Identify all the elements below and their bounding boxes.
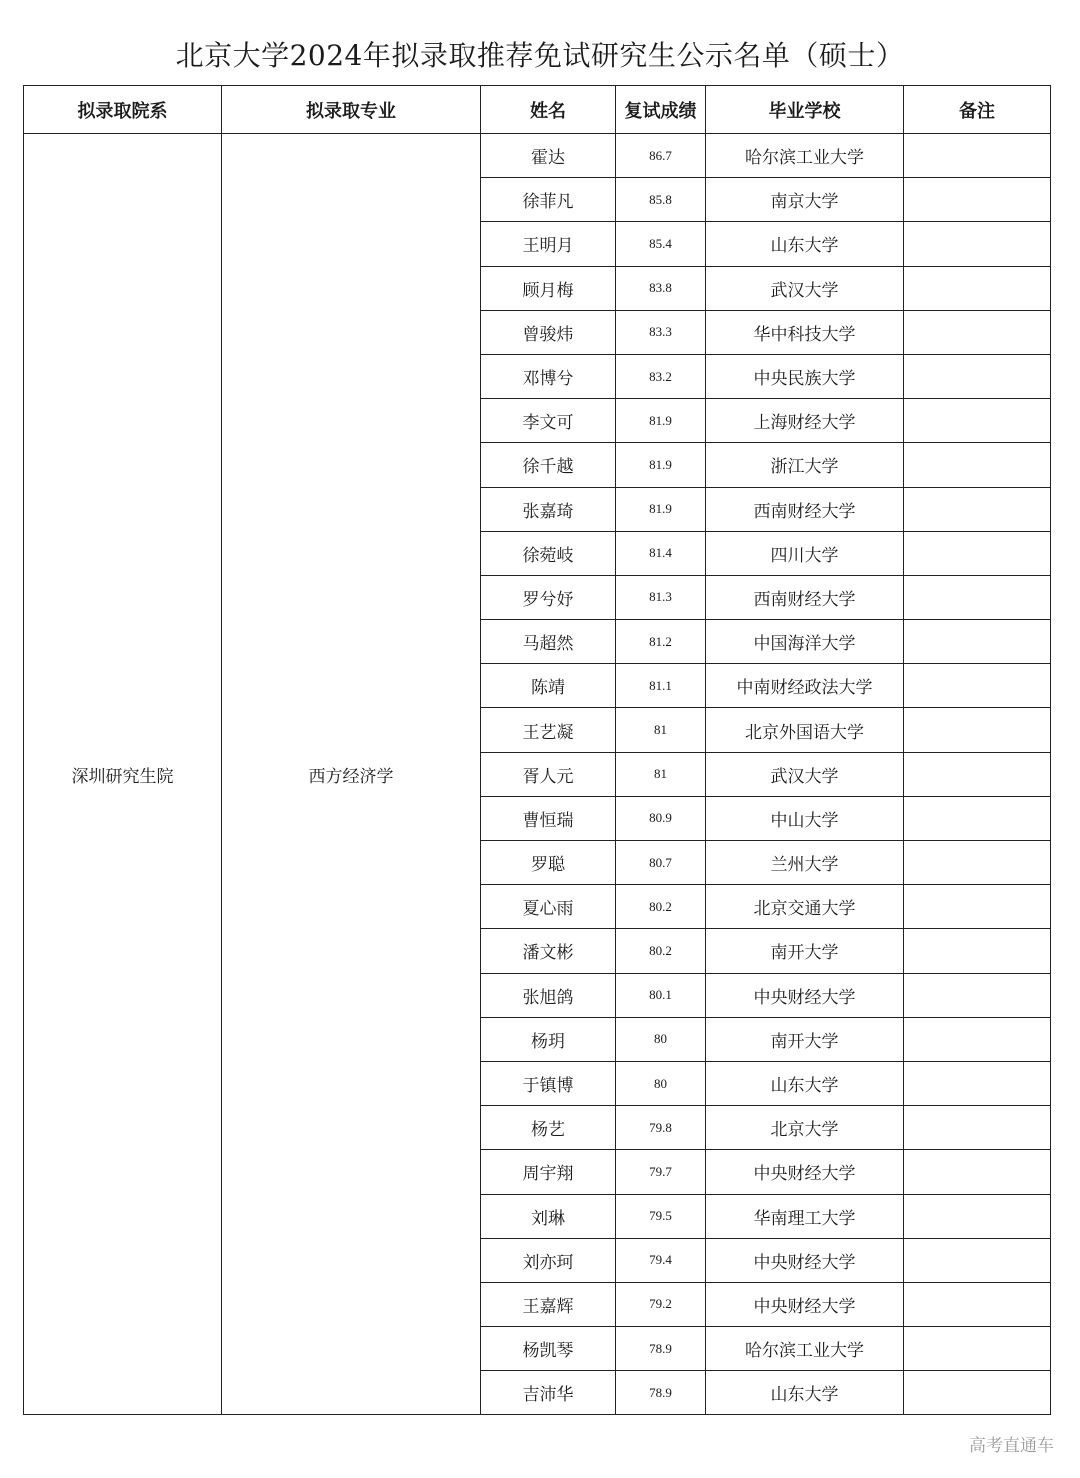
- name-cell: 刘琳: [481, 1194, 616, 1238]
- school-cell: 浙江大学: [706, 443, 904, 487]
- school-cell: 北京交通大学: [706, 885, 904, 929]
- school-cell: 武汉大学: [706, 266, 904, 310]
- note-cell: [904, 664, 1051, 708]
- school-cell: 南京大学: [706, 178, 904, 222]
- table-body: [24, 134, 1051, 1415]
- score-cell: 83.2: [616, 354, 706, 398]
- score-cell: 81.3: [616, 575, 706, 619]
- school-cell: 中央财经大学: [706, 973, 904, 1017]
- note-cell: [904, 134, 1051, 178]
- score-cell: 80.2: [616, 929, 706, 973]
- name-cell: 徐菲凡: [481, 178, 616, 222]
- note-cell: [904, 1061, 1051, 1105]
- name-cell: 杨玥: [481, 1017, 616, 1061]
- score-cell: 81.4: [616, 531, 706, 575]
- name-cell: 邓博兮: [481, 354, 616, 398]
- note-cell: [904, 222, 1051, 266]
- name-cell: 马超然: [481, 620, 616, 664]
- note-cell: [904, 399, 1051, 443]
- table-row: [24, 134, 1051, 178]
- school-cell: 南开大学: [706, 1017, 904, 1061]
- score-cell: 81.9: [616, 399, 706, 443]
- school-cell: 中央民族大学: [706, 354, 904, 398]
- header-department: 拟录取院系: [24, 86, 222, 134]
- header-score: 复试成绩: [616, 86, 706, 134]
- school-cell: 西南财经大学: [706, 487, 904, 531]
- name-cell: 吉沛华: [481, 1371, 616, 1415]
- school-cell: 北京大学: [706, 1106, 904, 1150]
- name-cell: 徐千越: [481, 443, 616, 487]
- score-cell: 80.1: [616, 973, 706, 1017]
- school-cell: 中央财经大学: [706, 1150, 904, 1194]
- score-cell: 80.2: [616, 885, 706, 929]
- school-cell: 哈尔滨工业大学: [706, 134, 904, 178]
- score-cell: 85.8: [616, 178, 706, 222]
- name-cell: 张旭鸽: [481, 973, 616, 1017]
- school-cell: 上海财经大学: [706, 399, 904, 443]
- score-cell: 78.9: [616, 1371, 706, 1415]
- school-cell: 西南财经大学: [706, 575, 904, 619]
- note-cell: [904, 1238, 1051, 1282]
- score-cell: 81.9: [616, 443, 706, 487]
- school-cell: 武汉大学: [706, 752, 904, 796]
- note-cell: [904, 885, 1051, 929]
- page-title: 北京大学2024年拟录取推荐免试研究生公示名单（硕士）: [175, 39, 905, 72]
- note-cell: [904, 310, 1051, 354]
- score-cell: 79.8: [616, 1106, 706, 1150]
- note-cell: [904, 929, 1051, 973]
- score-cell: 79.5: [616, 1194, 706, 1238]
- note-cell: [904, 443, 1051, 487]
- major-cell: 西方经济学: [222, 134, 481, 1415]
- school-cell: 兰州大学: [706, 841, 904, 885]
- school-cell: 南开大学: [706, 929, 904, 973]
- score-cell: 81: [616, 752, 706, 796]
- score-cell: 79.7: [616, 1150, 706, 1194]
- watermark: 高考直通车: [969, 1436, 1054, 1456]
- school-cell: 中南财经政法大学: [706, 664, 904, 708]
- school-cell: 山东大学: [706, 222, 904, 266]
- school-cell: 中国海洋大学: [706, 620, 904, 664]
- school-cell: 中央财经大学: [706, 1238, 904, 1282]
- name-cell: 王嘉辉: [481, 1282, 616, 1326]
- name-cell: 罗兮妤: [481, 575, 616, 619]
- note-cell: [904, 752, 1051, 796]
- name-cell: 胥人元: [481, 752, 616, 796]
- score-cell: 81: [616, 708, 706, 752]
- name-cell: 罗聪: [481, 841, 616, 885]
- note-cell: [904, 575, 1051, 619]
- name-cell: 曹恒瑞: [481, 796, 616, 840]
- name-cell: 陈靖: [481, 664, 616, 708]
- score-cell: 81.2: [616, 620, 706, 664]
- note-cell: [904, 620, 1051, 664]
- note-cell: [904, 531, 1051, 575]
- name-cell: 霍达: [481, 134, 616, 178]
- name-cell: 潘文彬: [481, 929, 616, 973]
- school-cell: 华中科技大学: [706, 310, 904, 354]
- name-cell: 顾月梅: [481, 266, 616, 310]
- school-cell: 山东大学: [706, 1061, 904, 1105]
- name-cell: 曾骏炜: [481, 310, 616, 354]
- school-cell: 北京外国语大学: [706, 708, 904, 752]
- name-cell: 张嘉琦: [481, 487, 616, 531]
- school-cell: 华南理工大学: [706, 1194, 904, 1238]
- note-cell: [904, 1150, 1051, 1194]
- score-cell: 80.7: [616, 841, 706, 885]
- header-name: 姓名: [481, 86, 616, 134]
- name-cell: 徐菀岐: [481, 531, 616, 575]
- score-cell: 81.1: [616, 664, 706, 708]
- school-cell: 中央财经大学: [706, 1282, 904, 1326]
- header-note: 备注: [904, 86, 1051, 134]
- note-cell: [904, 1194, 1051, 1238]
- note-cell: [904, 266, 1051, 310]
- score-cell: 79.4: [616, 1238, 706, 1282]
- note-cell: [904, 1282, 1051, 1326]
- score-cell: 80.9: [616, 796, 706, 840]
- score-cell: 80: [616, 1017, 706, 1061]
- score-cell: 83.3: [616, 310, 706, 354]
- name-cell: 杨艺: [481, 1106, 616, 1150]
- score-cell: 79.2: [616, 1282, 706, 1326]
- name-cell: 李文可: [481, 399, 616, 443]
- note-cell: [904, 1106, 1051, 1150]
- note-cell: [904, 1371, 1051, 1415]
- score-cell: 81.9: [616, 487, 706, 531]
- school-cell: 山东大学: [706, 1371, 904, 1415]
- name-cell: 王艺凝: [481, 708, 616, 752]
- note-cell: [904, 1017, 1051, 1061]
- score-cell: 85.4: [616, 222, 706, 266]
- note-cell: [904, 487, 1051, 531]
- score-cell: 86.7: [616, 134, 706, 178]
- note-cell: [904, 973, 1051, 1017]
- score-cell: 78.9: [616, 1327, 706, 1371]
- score-cell: 80: [616, 1061, 706, 1105]
- note-cell: [904, 178, 1051, 222]
- header-major: 拟录取专业: [222, 86, 481, 134]
- school-cell: 四川大学: [706, 531, 904, 575]
- header-school: 毕业学校: [706, 86, 904, 134]
- name-cell: 于镇博: [481, 1061, 616, 1105]
- school-cell: 哈尔滨工业大学: [706, 1327, 904, 1371]
- score-cell: 83.8: [616, 266, 706, 310]
- name-cell: 刘亦珂: [481, 1238, 616, 1282]
- name-cell: 夏心雨: [481, 885, 616, 929]
- school-cell: 中山大学: [706, 796, 904, 840]
- name-cell: 王明月: [481, 222, 616, 266]
- name-cell: 杨凯琴: [481, 1327, 616, 1371]
- note-cell: [904, 354, 1051, 398]
- note-cell: [904, 796, 1051, 840]
- admission-table: [23, 85, 1051, 1415]
- note-cell: [904, 1327, 1051, 1371]
- table-header-row: [24, 86, 1051, 134]
- note-cell: [904, 708, 1051, 752]
- note-cell: [904, 841, 1051, 885]
- name-cell: 周宇翔: [481, 1150, 616, 1194]
- department-cell: 深圳研究生院: [24, 134, 222, 1415]
